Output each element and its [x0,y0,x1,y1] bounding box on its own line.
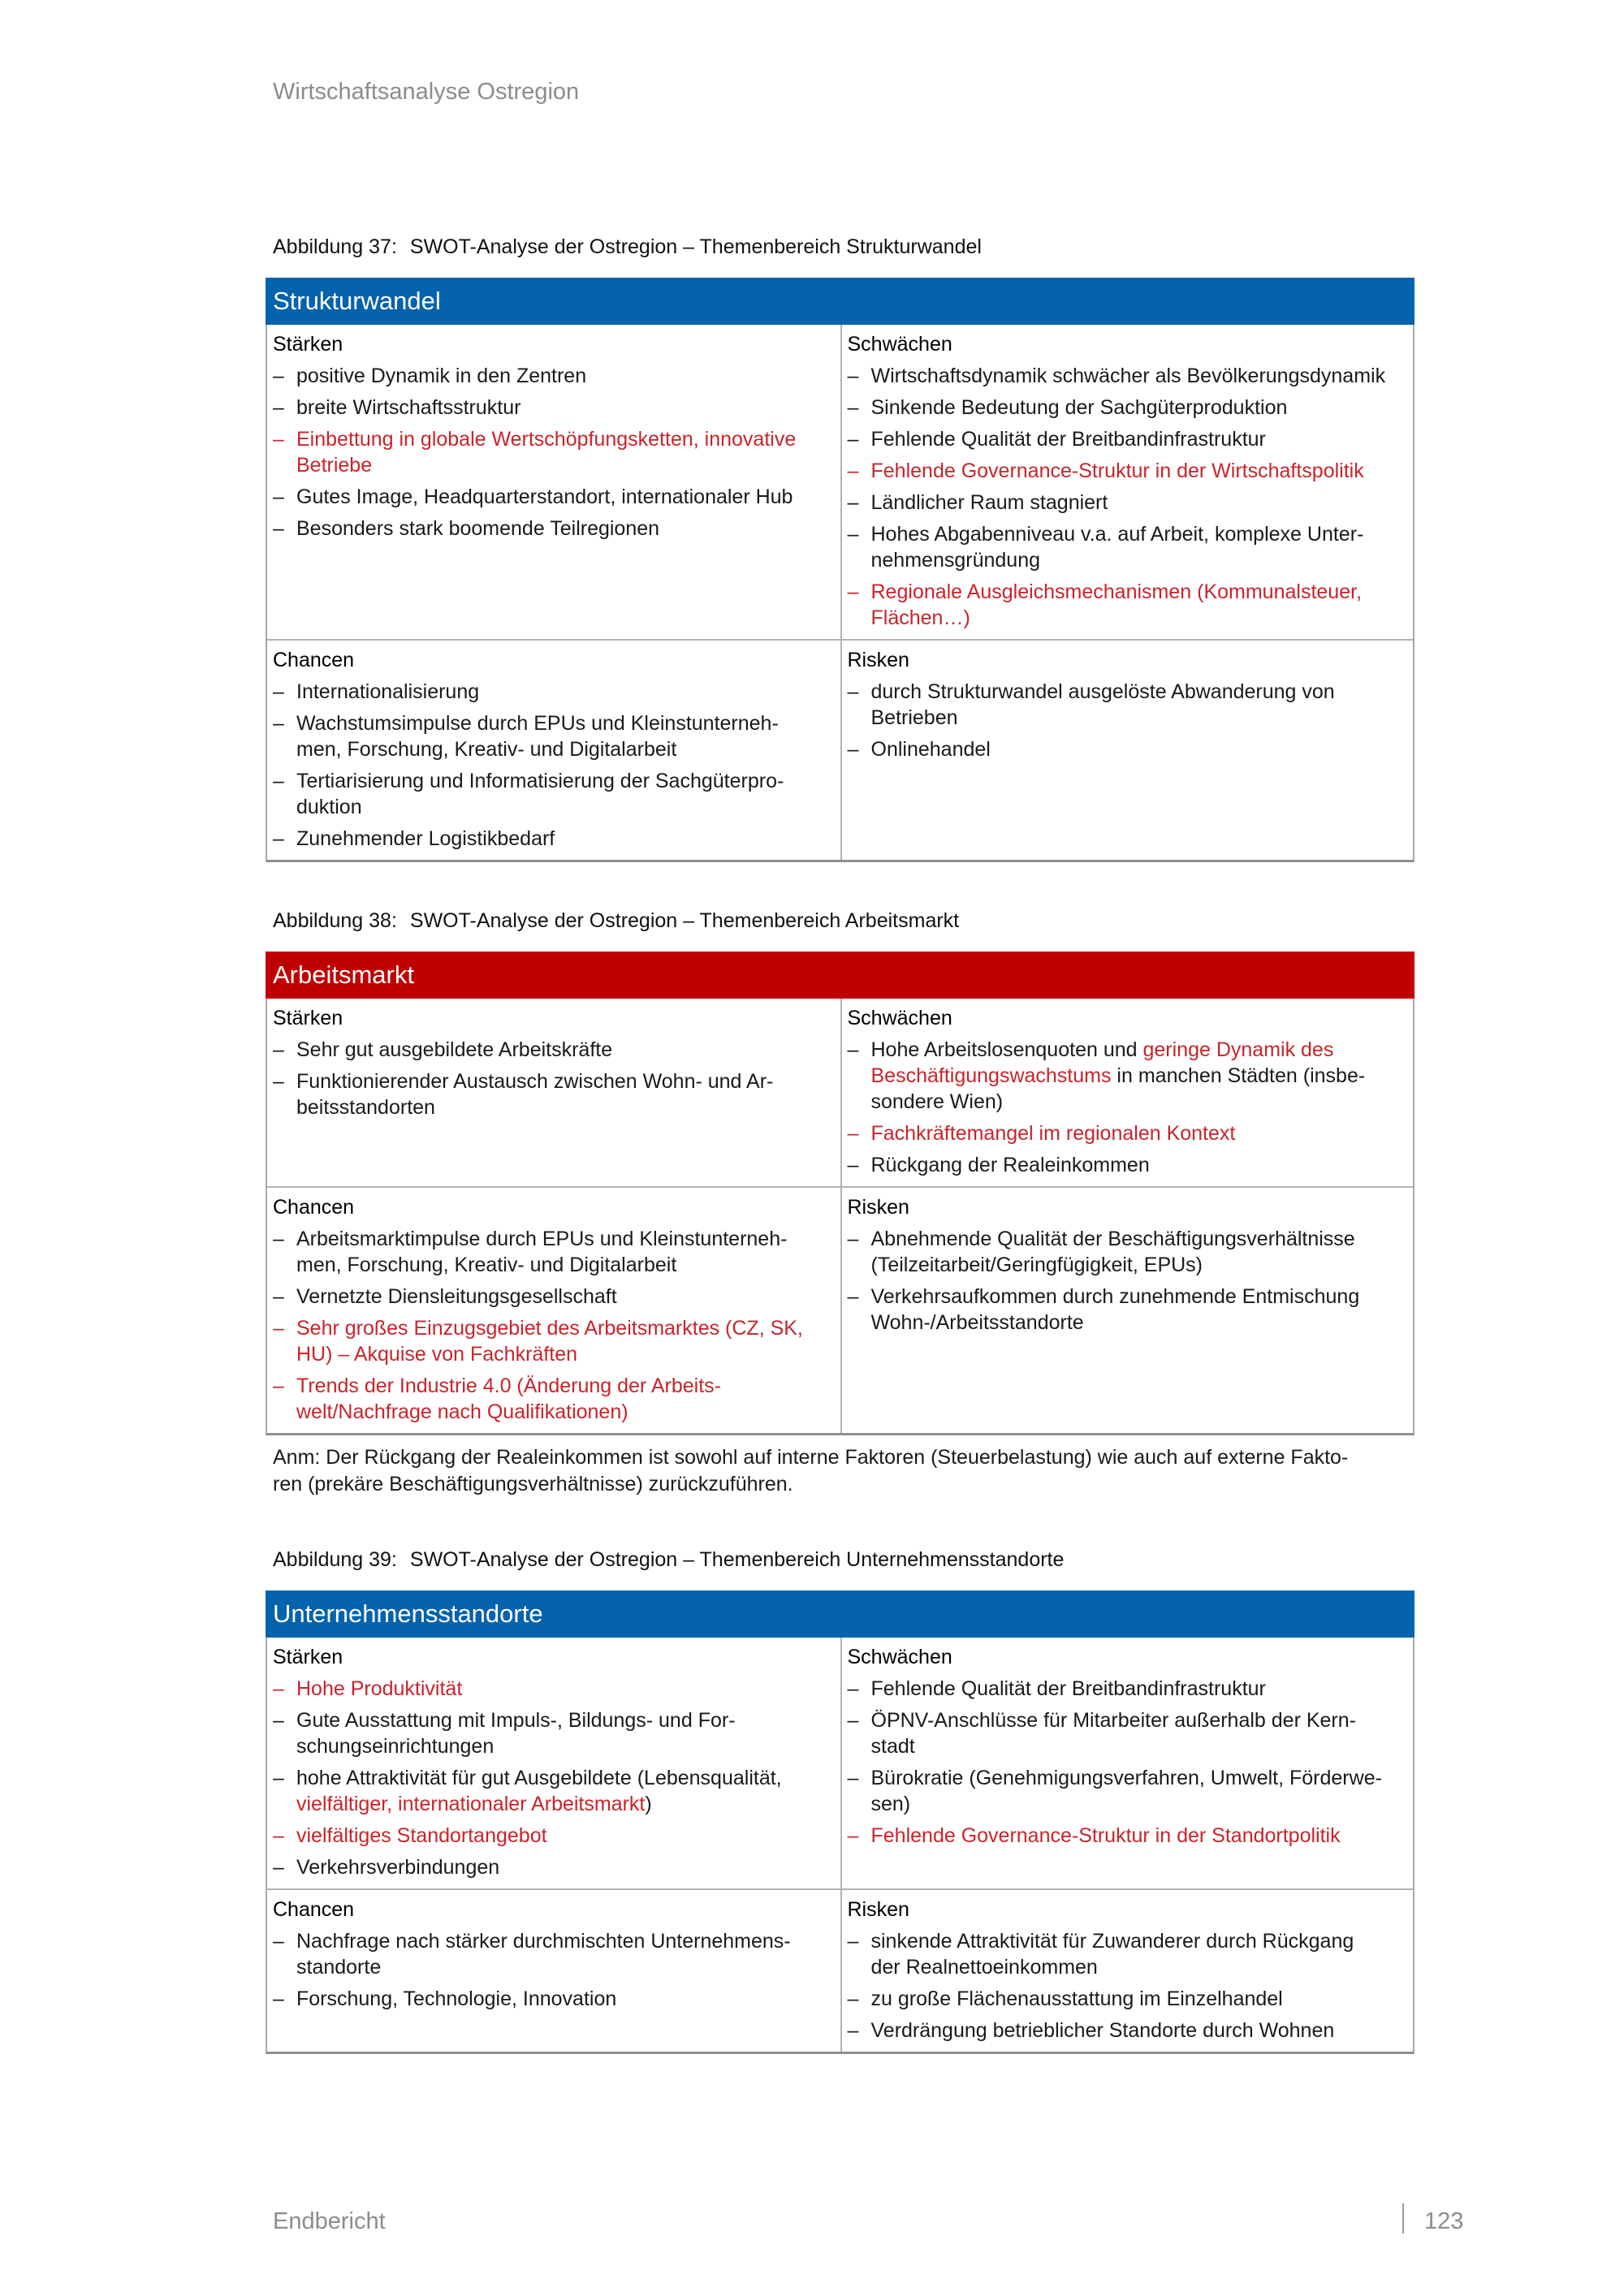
item-text: durch Strukturwandel ausgelöste Abwanderung von Betrieben [870,680,1335,729]
list-item [848,2018,1407,2044]
list-item [848,363,1407,389]
item-text: sinkende Attraktivität für Zuwanderer durch Rückgang der Realnettoeinkommen [870,1930,1354,1979]
list-item [273,1823,834,1849]
item-text: Forschung, Technologie, Innovation [296,1987,617,2010]
item-text: Fachkräftemangel im regionalen Kontext [870,1122,1236,1145]
list-marker: – [273,1375,284,1397]
quadrant-heading: Risken [847,1898,909,1921]
opportunities-cell [267,1186,840,1433]
list-item [273,1284,834,1310]
list-marker: – [273,680,284,703]
list-item [273,1707,834,1759]
list-item [273,1854,834,1880]
figure-caption [266,1547,1415,1573]
list-item [848,579,1407,631]
list-marker: – [847,396,859,419]
item-text: Gute Ausstattung mit Impuls-, Bildungs- und For- schungseinrichtungen [296,1709,736,1758]
quadrant-list [273,363,834,542]
list-item [848,1037,1407,1115]
list-item [273,826,834,852]
weaknesses-cell [840,325,1414,639]
item-text: Sehr gut ausgebildete Arbeitskräfte [296,1038,613,1061]
quadrant-heading: Stärken [273,1646,343,1668]
list-item [848,736,1407,762]
highlighted-text: geringe Dynamik des Beschäftigungswachstums [870,1038,1334,1087]
list-marker: – [273,1709,284,1732]
list-marker: – [847,2019,859,2042]
list-item [273,1315,834,1367]
quadrant-list [848,1226,1407,1336]
item-text: Tertiarisierung und Informatisierung der Sachgüterpro- duktion [296,770,784,818]
item-text: breite Wirtschaftsstruktur [296,396,521,419]
opportunities-cell [267,639,840,860]
item-text: Einbettung in globale Wertschöpfungsketten, innovative Betriebe [296,428,797,477]
item-text: Besonders stark boomende Teilregionen [296,517,660,540]
list-marker: – [273,517,284,540]
item-text: Hohe Produktivität [296,1677,463,1700]
item-text: ) [645,1793,652,1815]
list-item [273,484,834,510]
list-item [848,1226,1407,1278]
list-marker: – [273,1317,284,1340]
swot-grid [266,1638,1415,2054]
item-text: Nachfrage nach stärker durchmischten Unternehmens- standorte [296,1930,791,1979]
swot-grid [266,325,1415,862]
figure-38 [266,908,1415,1435]
list-marker: – [273,1856,284,1879]
quadrant-list [273,1676,834,1880]
list-item [848,521,1407,573]
item-text: Wachstumsimpulse durch EPUs und Kleinstunterneh- men, Forschung, Kreativ- und Digitalarbeit [296,712,779,761]
list-item [273,1373,834,1425]
list-item [273,1226,834,1278]
quadrant-list [848,1037,1407,1178]
list-marker: – [847,365,859,387]
quadrant-list [273,1037,834,1120]
list-item [848,1676,1407,1702]
quadrant-list [273,1928,834,2012]
weaknesses-cell [840,1638,1414,1888]
list-marker: – [273,1930,284,1953]
footer-label: Endbericht [273,2208,386,2234]
list-item [273,1765,834,1817]
strengths-cell [267,325,840,639]
quadrant-heading: Chancen [273,1196,355,1219]
list-marker: – [847,1677,859,1700]
swot-table [266,278,1415,862]
item-text: vielfältiges Standortangebot [296,1824,547,1847]
item-text: Verdrängung betrieblicher Standorte durch Wohnen [870,2019,1335,2042]
quadrant-heading: Schwächen [847,1646,952,1668]
list-item [848,395,1407,421]
figure-37 [266,234,1415,862]
figure-caption [266,908,1415,934]
list-item [273,710,834,762]
list-item [848,1928,1407,1980]
list-marker: – [273,770,284,792]
item-text: Verkehrsverbindungen [296,1856,500,1879]
quadrant-heading: Chancen [273,649,355,671]
opportunities-cell [267,1888,840,2052]
item-text: Gutes Image, Headquarterstandort, internationaler Hub [296,486,793,508]
item-text: Fehlende Governance-Struktur in der Standortpolitik [870,1824,1341,1847]
list-item [273,516,834,542]
list-marker: – [273,1038,284,1061]
figure-caption-text: SWOT-Analyse der Ostregion – Themenbereich Arbeitsmarkt [409,909,960,932]
quadrant-list [848,679,1407,762]
item-text: hohe Attraktivität für gut Ausgebildete (Lebensqualität, [296,1767,782,1789]
quadrant-heading: Chancen [273,1898,355,1921]
table-note: Anm: Der Rückgang der Realeinkommen ist sowohl auf interne Faktoren (Steuerbelastung) wie auch auf externe Fakto- ren (prekäre Beschäftigungsverhältnisse) zurückzuführen. [273,1446,1349,1495]
footer-divider [1402,2203,1404,2233]
item-text: in manchen Städten (insbe- sondere Wien) [870,1064,1366,1113]
list-item [273,1068,834,1120]
list-marker: – [273,1070,284,1093]
page-number: 123 [1424,2208,1464,2234]
list-item [848,426,1407,452]
item-text: zu große Flächenausstattung im Einzelhandel [870,1987,1283,2010]
list-marker: – [847,523,859,546]
swot-title-bar: Strukturwandel [266,278,1415,325]
list-marker: – [847,738,859,761]
quadrant-list [848,1928,1407,2044]
figure-label: Abbildung 39: [273,1548,397,1571]
item-text: Arbeitsmarktimpulse durch EPUs und Kleinstunterneh- men, Forschung, Kreativ- und Digitalarbeit [296,1228,788,1276]
item-text: ÖPNV-Anschlüsse für Mitarbeiter außerhalb der Kern- stadt [870,1709,1356,1758]
list-marker: – [273,1285,284,1308]
quadrant-heading: Risken [847,1196,909,1219]
item-text: Vernetzte Diensleitungsgesellschaft [296,1285,617,1308]
swot-grid [266,999,1415,1435]
list-item [848,1152,1407,1178]
list-marker: – [847,1122,859,1145]
list-marker: – [847,1767,859,1789]
item-text: Hohe Arbeitslosenquoten und [870,1038,1143,1061]
list-item [848,490,1407,516]
list-item [273,1986,834,2012]
list-item [273,768,834,820]
list-item [848,1823,1407,1849]
item-text: Sehr großes Einzugsgebiet des Arbeitsmarktes (CZ, SK, HU) – Akquise von Fachkräften [296,1317,803,1366]
list-marker: – [273,486,284,508]
quadrant-heading: Stärken [273,1007,343,1029]
item-text: Zunehmender Logistikbedarf [296,827,555,850]
item-text: Onlinehandel [870,738,991,761]
highlighted-text: vielfältiger, internationaler Arbeitsmarkt [296,1793,646,1815]
list-marker: – [847,491,859,514]
list-marker: – [847,580,859,603]
list-marker: – [847,1285,859,1308]
item-text: Abnehmende Qualität der Beschäftigungsverhältnisse (Teilzeitarbeit/Geringfügigkeit, EPUs) [870,1228,1355,1276]
threats-cell [840,1186,1414,1433]
list-item [848,1284,1407,1336]
list-item [848,679,1407,731]
figure-caption-text: SWOT-Analyse der Ostregion – Themenbereich Strukturwandel [409,235,982,258]
list-marker: – [273,1824,284,1847]
quadrant-heading: Stärken [273,333,343,356]
item-text: Verkehrsaufkommen durch zunehmende Entmischung Wohn-/Arbeitsstandorte [870,1285,1360,1334]
item-text: Trends der Industrie 4.0 (Änderung der Arbeits- welt/Nachfrage nach Qualifikationen) [296,1375,721,1423]
quadrant-heading: Risken [847,649,909,671]
list-marker: – [847,460,859,482]
strengths-cell [267,1638,840,1888]
list-marker: – [847,680,859,703]
quadrant-heading: Schwächen [847,333,952,356]
list-marker: – [273,1228,284,1250]
list-marker: – [273,712,284,735]
item-text: Fehlende Governance-Struktur in der Wirtschaftspolitik [870,460,1364,482]
list-marker: – [847,1824,859,1847]
item-text: Regionale Ausgleichsmechanismen (Kommunalsteuer, Flächen…) [870,580,1362,629]
item-text: Rückgang der Realeinkommen [870,1154,1150,1176]
list-item [848,1120,1407,1146]
figure-label: Abbildung 37: [273,235,397,258]
list-marker: – [273,827,284,850]
list-marker: – [847,428,859,451]
quadrant-list [273,1226,834,1425]
list-marker: – [847,1709,859,1732]
figure-caption-text: SWOT-Analyse der Ostregion – Themenbereich Unternehmensstandorte [409,1548,1065,1571]
list-marker: – [847,1154,859,1176]
item-text: Bürokratie (Genehmigungsverfahren, Umwelt, Förderwe- sen) [870,1767,1382,1815]
list-item [848,1765,1407,1817]
swot-title-bar: Arbeitsmarkt [266,952,1415,999]
list-marker: – [847,1930,859,1953]
list-item [273,1928,834,1980]
list-marker: – [273,1677,284,1700]
list-item [273,426,834,478]
quadrant-list [848,1676,1407,1849]
list-item [273,363,834,389]
list-marker: – [847,1038,859,1061]
item-text: Ländlicher Raum stagniert [870,491,1108,514]
item-text: Wirtschaftsdynamik schwächer als Bevölkerungsdynamik [870,365,1386,387]
item-text: Fehlende Qualität der Breitbandinfrastruktur [870,428,1266,451]
item-text: Fehlende Qualität der Breitbandinfrastruktur [870,1677,1266,1700]
list-item [273,395,834,421]
threats-cell [840,639,1414,860]
quadrant-heading: Schwächen [847,1007,952,1029]
list-item [848,458,1407,484]
list-item [848,1986,1407,2012]
list-marker: – [273,365,284,387]
figure-39 [266,1547,1415,2054]
swot-title-bar: Unternehmensstandorte [266,1590,1415,1638]
list-item [273,1676,834,1702]
figure-caption [266,234,1415,260]
item-text: positive Dynamik in den Zentren [296,365,587,387]
figure-label: Abbildung 38: [273,909,397,932]
item-text: Sinkende Bedeutung der Sachgüterproduktion [870,396,1288,419]
item-text: Internationalisierung [296,680,480,703]
list-marker: – [847,1987,859,2010]
item-text: Funktionierender Austausch zwischen Wohn- und Ar- beitsstandorten [296,1070,774,1119]
swot-table [266,952,1415,1435]
running-header: Wirtschaftsanalyse Ostregion [273,79,580,105]
list-marker: – [273,428,284,451]
list-item [848,1707,1407,1759]
weaknesses-cell [840,999,1414,1186]
list-item [273,1037,834,1063]
list-marker: – [273,396,284,419]
list-marker: – [847,1228,859,1250]
strengths-cell [267,999,840,1186]
list-marker: – [273,1987,284,2010]
threats-cell [840,1888,1414,2052]
swot-table [266,1590,1415,2054]
item-text: Hohes Abgabenniveau v.a. auf Arbeit, komplexe Unter- nehmensgründung [870,523,1364,572]
list-marker: – [273,1767,284,1789]
quadrant-list [273,679,834,852]
quadrant-list [848,363,1407,631]
list-item [273,679,834,705]
